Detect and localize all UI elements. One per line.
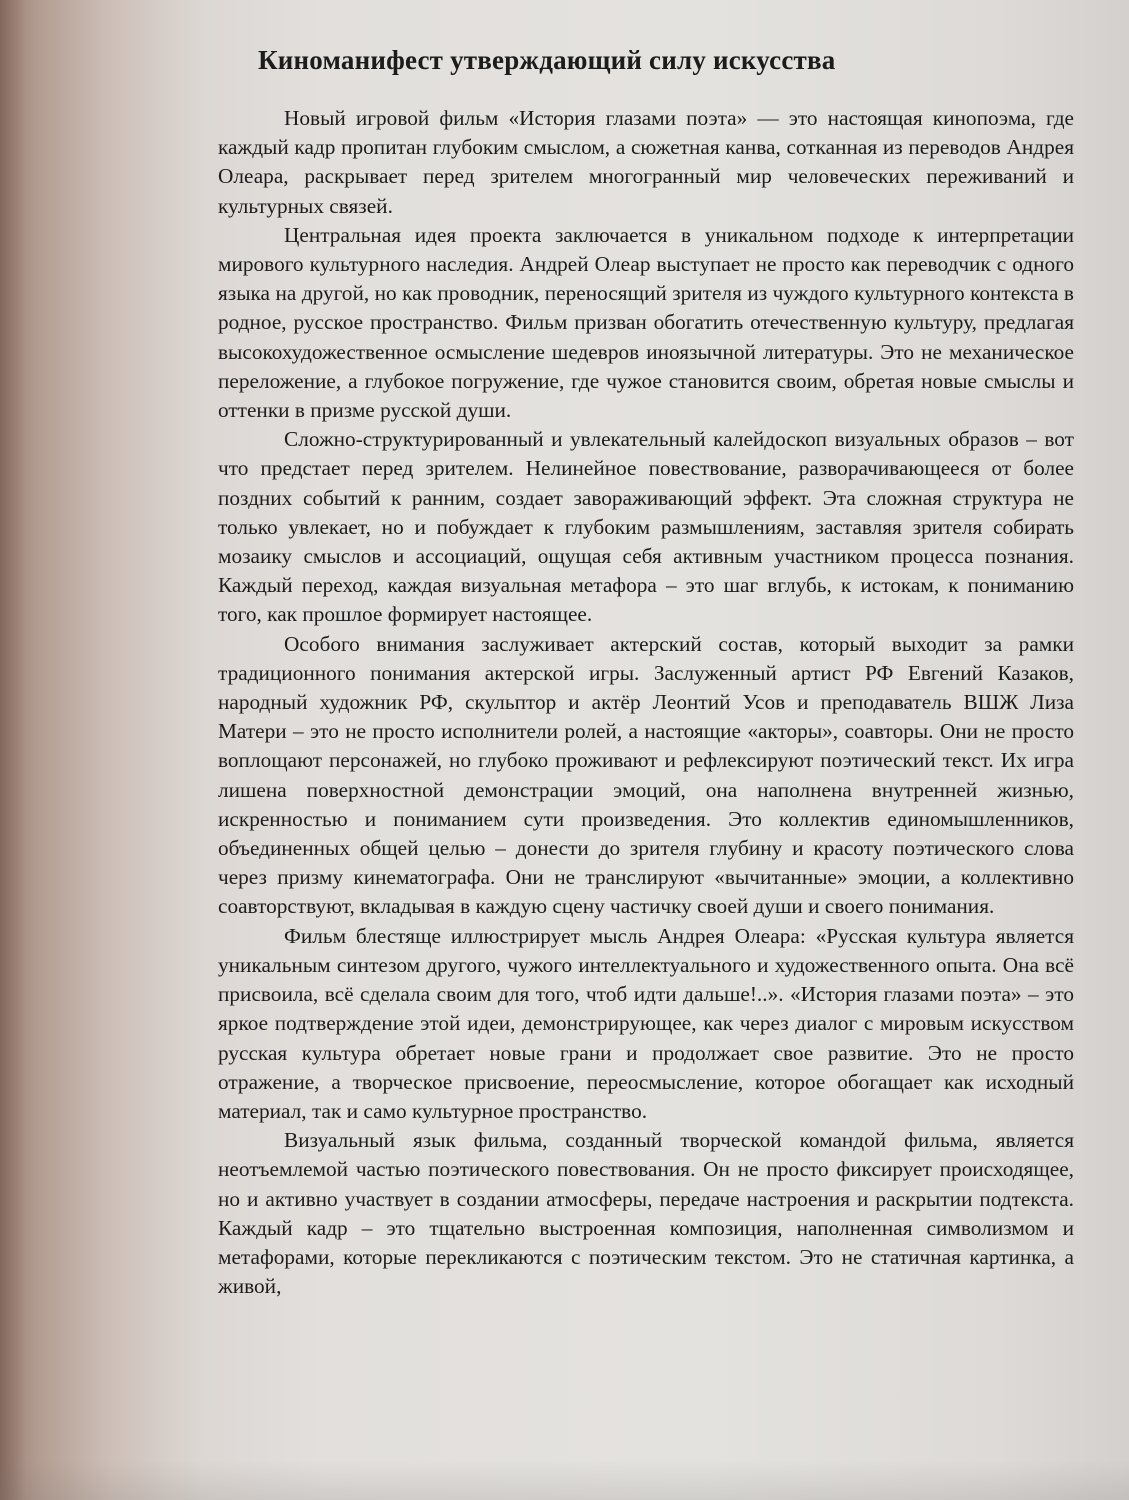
paragraph-cast: Особого внимания заслуживает актерский состав, который выходит за рамки традиционного понимания актерской игры. Заслуженный артист РФ Евгений Казаков, народный художник РФ, скульптор и актёр Леонтий Усов и преподаватель ВШЖ Лиза Матери – это не просто исполнители ролей, а настоящие «акторы», соавторы. Они не просто воплощают персонажей, но глубоко проживают и рефлексируют поэтический текст. Их игра лишена поверхностной демонстрации эмоций, она наполнена внутренней жизнью, искренностью и пониманием сути произведения. Это коллектив единомышленников, объединенных общей целью – донести до зрителя глубину и красоту поэтического слова через призму кинематографа. Они не транслируют «вычитанные» эмоции, а коллективно соавторствуют, вкладывая в каждую сцену частичку своей души и своего понимания. <box>218 631 1074 919</box>
paragraph-visual-language: Визуальный язык фильма, созданный творческой командой фильма, является неотъемлемой частью поэтического повествования. Он не просто фиксирует происходящее, но и активно участвует в создании атмосферы, передаче настроения и раскрытии подтекста. Каждый кадр – это тщательно выстроенная композиция, наполненная символизмом и метафорами, которые перекликаются с поэтическим текстом. Это не статичная картинка, а живой, <box>218 1128 1074 1299</box>
paragraph-central-idea: Центральная идея проекта заключается в уникальном подходе к интерпретации мирового культурного наследия. Андрей Олеар выступает не просто как переводчик с одного языка на другой, но как проводник, переносящий зрителя из чуждого культурного контекста в родное, русское пространство. Фильм призван обогатить отечественную культуру, предлагая высокохудожественное осмысление шедевров иноязычной литературы. Это не механическое переложение, а глубокое погружение, где чужое становится своим, обретая новые смыслы и оттенки в призме русской души. <box>218 222 1074 423</box>
document-body <box>218 42 1074 1301</box>
paragraph-quote: Фильм блестяще иллюстрирует мысль Андрея Олеара: «Русская культура является уникальным синтезом другого, чужого интеллектуального и художественного опыта. Она всё присвоила, всё сделала своим для того, чтоб идти дальше!..». «История глазами поэта» – это яркое подтверждение этой идеи, демонстрирующее, как через диалог с мировым искусством русская культура обретает новые грани и продолжает свое развитие. Это не просто отражение, а творческое присвоение, переосмысление, которое обогащает как исходный материал, так и само культурное пространство. <box>218 923 1074 1123</box>
document-title: Киноманифест утверждающий силу искусства <box>258 45 836 75</box>
paragraph-visual-kaleidoscope: Сложно-структурированный и увлекательный калейдоскоп визуальных образов – вот что предстает перед зрителем. Нелинейное повествование, разворачивающееся от более поздних событий к ранним, создает завораживающий эффект. Эта сложная структура не только увлекает, но и побуждает к глубоким размышлениям, заставляя зрителя собирать мозаику смыслов и ассоциаций, ощущая себя активным участником процесса познания. Каждый переход, каждая визуальная метафора – это шаг вглубь, к истокам, к пониманию того, как прошлое формирует настоящее. <box>218 427 1074 627</box>
paragraph-intro: Новый игровой фильм «История глазами поэта» — это настоящая кинопоэма, где каждый кадр пропитан глубоким смыслом, а сюжетная канва, сотканная из переводов Андрея Олеара, раскрывает перед зрителем многогранный мир человеческих переживаний и культурных связей. <box>218 106 1074 218</box>
